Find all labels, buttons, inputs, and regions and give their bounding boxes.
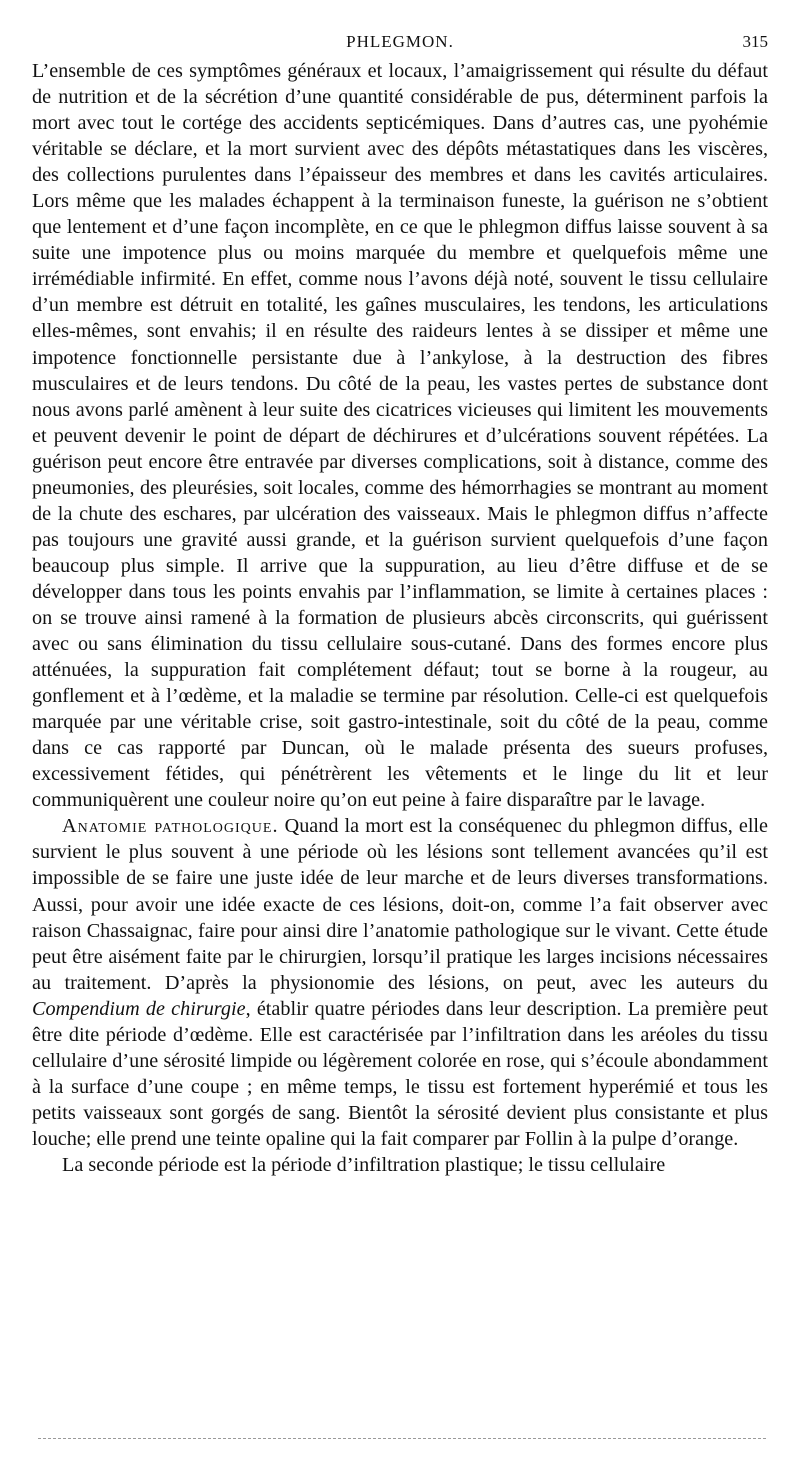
footer-rule <box>38 1438 766 1439</box>
page-number: 315 <box>742 32 768 51</box>
book-page <box>32 28 768 1178</box>
paragraph-anatomy-text-a: Quand la mort est la conséquenec du phlegmon diffus, elle survient le plus souvent à une période où les lésions sont tellement avancées qu’il est impossible de se faire une juste idée de leur marche et de leurs diverses transformations. Aussi, pour avoir une idée exacte de ces lésions, doit-on, comme l’a fait observer avec raison Chassaignac, faire pour ainsi dire l’anatomie pathologique sur le vivant. Cette étude peut être aisément faite par le chirurgien, lorsqu’il pratique les larges incisions nécessaires au traitement. D’après la physionomie des lésions, on peut, avec les auteurs du <box>32 815 769 994</box>
paragraph-second-period: La seconde période est la période d’infiltration plastique; le tissu cellulaire <box>62 1153 666 1176</box>
paragraph-anatomy-text-b: , établir quatre périodes dans leur description. La première peut être dite période d’œdème. Elle est caractérisée par l’infiltration dans les aréoles du tissu cellulaire d’une sérosité limpide ou légèrement colorée en rose, qui s’écoule abondamment à la surface d’une coupe ; en même temps, le tissu est fortement hyperémié et tous les petits vaisseaux sont gorgés de sang. Bientôt la sérosité devient plus consistante et plus louche; elle prend une teinte opaline qui la fait comparer par Follin à la pulpe d’orange. <box>32 997 768 1150</box>
body-text <box>32 58 768 1178</box>
paragraph-anatomy <box>32 813 768 1152</box>
cited-work-title: Compendium de chirurgie <box>32 997 246 1020</box>
running-head <box>32 28 768 58</box>
section-heading: Anatomie pathologique. <box>62 815 279 838</box>
paragraph-symptoms: L’ensemble de ces symptômes généraux et locaux, l’amaigrissement qui résulte du défaut de nutrition et de la sécrétion d’une quantité considérable de pus, déterminent parfois la mort avec tout le cortége des accidents septicémiques. Dans d’autres cas, une pyohémie véritable se déclare, et la mort survient avec des dépôts métastatiques dans les viscères, des collections purulentes dans l’épaisseur des membres et dans les cavités articulaires. Lors même que les malades échappent à la terminaison funeste, la guérison ne s’obtient que lentement et d’une façon incomplète, en ce que le phlegmon diffus laisse souvent à sa suite une impotence plus ou moins marquée du membre et quelquefois même une irrémédiable infirmité. En effet, comme nous l’avons déjà noté, souvent le tissu cellulaire d’un membre est détruit en totalité, les gaînes musculaires, les tendons, les articulations elles-mêmes, sont envahis; il en résulte des raideurs lentes à se dissiper et même une impotence fonctionnelle persistante due à l’ankylose, à la destruction des fibres musculaires et de leurs tendons. Du côté de la peau, les vastes pertes de substance dont nous avons parlé amènent à leur suite des cicatrices vicieuses qui limitent les mouvements et peuvent devenir le point de départ de déchirures et d’ulcérations souvent répétées. La guérison peut encore être entravée par diverses complications, soit à distance, comme des pneumonies, des pleurésies, soit locales, comme des hémorrhagies se montrant au moment de la chute des eschares, par ulcération des vaisseaux. Mais le phlegmon diffus n’affecte pas toujours une gravité aussi grande, et la guérison survient quelquefois d’une façon beaucoup plus simple. Il arrive que la suppuration, au lieu d’être diffuse et de se développer dans tous les points envahis par l’inflammation, se limite à certaines places : on se trouve ainsi ramené à la formation de plusieurs abcès circonscrits, qui guérissent avec ou sans élimination du tissu cellulaire sous-cutané. Dans des formes encore plus atténuées, la suppuration fait complétement défaut; tout se borne à la rougeur, au gonflement et à l’œdème, et la maladie se termine par résolution. Celle-ci est quelquefois marquée par une véritable crise, soit gastro-intestinale, soit du côté de la peau, comme dans ce cas rapporté par Duncan, où le malade présenta des sueurs profuses, excessivement fétides, qui pénétrèrent les vêtements et le linge du lit et leur communiquèrent une couleur noire qu’on eut peine à faire disparaître par le lavage. <box>32 60 768 812</box>
running-title: PHLEGMON. <box>346 32 454 51</box>
